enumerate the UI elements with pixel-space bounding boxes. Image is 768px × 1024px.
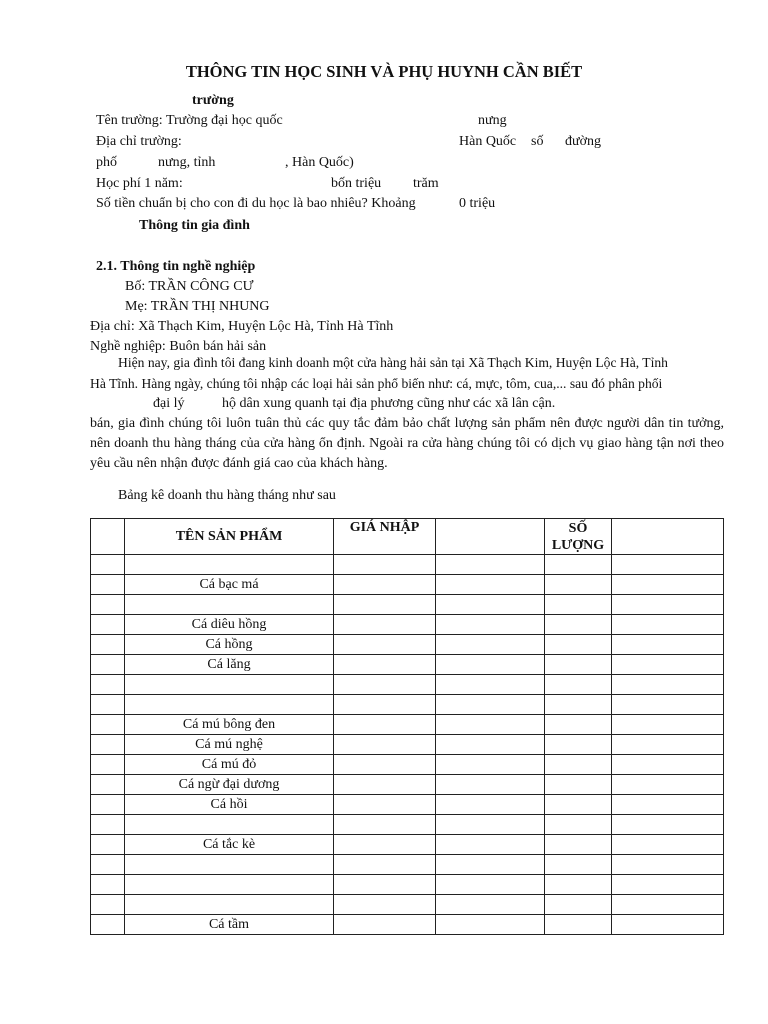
table-cell — [91, 575, 125, 595]
table-cell — [612, 555, 724, 575]
school-address-line2-b: nưng, tỉnh — [158, 155, 216, 170]
table-cell — [436, 755, 545, 775]
table-cell — [436, 735, 545, 755]
product-name-cell — [125, 675, 334, 695]
table-cell — [545, 715, 612, 735]
table-cell — [91, 635, 125, 655]
school-address-label: Địa chỉ trường: — [96, 134, 182, 149]
family-address: Địa chỉ: Xã Thạch Kim, Huyện Lộc Hà, Tỉnh Hà Tĩnh — [90, 319, 394, 334]
table-cell — [91, 695, 125, 715]
table-cell — [436, 915, 545, 935]
table-cell — [545, 635, 612, 655]
table-cell — [334, 555, 436, 575]
product-name-cell: Cá hồi — [125, 795, 334, 815]
tuition-value-1: bốn triệu — [331, 176, 382, 191]
paragraph2: bán, gia đình chúng tôi luôn tuân thủ các quy tắc đảm bảo chất lượng sản phẩm nên được người dân tin tưởng, nên doanh thu hàng tháng của cửa hàng ổn định. Ngoài ra cửa hàng chúng tôi có dịch vụ giao hàng tận nơi theo yêu cầu nên nhận được đánh giá cao của khách hàng. — [90, 416, 724, 471]
school-address-street: đường — [565, 134, 601, 149]
header-product-name: TÊN SẢN PHẨM — [125, 519, 334, 555]
table-row — [91, 835, 724, 855]
table-cell — [436, 835, 545, 855]
header-cell-blank-2 — [436, 519, 545, 555]
table-cell — [91, 915, 125, 935]
product-name-cell — [125, 595, 334, 615]
table-cell — [334, 715, 436, 735]
table-cell — [545, 835, 612, 855]
table-cell — [545, 735, 612, 755]
table-cell — [334, 655, 436, 675]
table-cell — [545, 875, 612, 895]
table-cell — [91, 795, 125, 815]
table-cell — [334, 675, 436, 695]
table-cell — [436, 895, 545, 915]
product-name-cell: Cá mú bông đen — [125, 715, 334, 735]
table-cell — [334, 735, 436, 755]
table-cell — [612, 715, 724, 735]
table-cell — [612, 895, 724, 915]
table-cell — [612, 815, 724, 835]
table-cell — [545, 855, 612, 875]
table-row — [91, 615, 724, 635]
table-row — [91, 575, 724, 595]
table-cell — [334, 795, 436, 815]
table-cell — [612, 595, 724, 615]
product-name-cell — [125, 815, 334, 835]
product-name-cell — [125, 855, 334, 875]
table-cell — [334, 815, 436, 835]
school-address-country: Hàn Quốc — [459, 134, 517, 149]
table-cell — [436, 595, 545, 615]
table-cell — [91, 835, 125, 855]
table-row — [91, 875, 724, 895]
product-name-cell: Cá mú nghệ — [125, 735, 334, 755]
table-cell — [612, 655, 724, 675]
paragraph1-line2: Hà Tĩnh. Hàng ngày, chúng tôi nhập các loại hải sản phổ biến như: cá, mực, tôm, cua,... sau đó phân phối — [90, 376, 663, 391]
product-name-cell — [125, 875, 334, 895]
table-row — [91, 735, 724, 755]
table-row — [91, 655, 724, 675]
table-cell — [436, 655, 545, 675]
mother-name: Mẹ: TRẦN THỊ NHUNG — [125, 299, 270, 314]
table-cell — [545, 815, 612, 835]
table-row — [91, 915, 724, 935]
header-cell-blank-3 — [612, 519, 724, 555]
product-name-cell — [125, 895, 334, 915]
table-cell — [545, 655, 612, 675]
table-cell — [334, 575, 436, 595]
table-cell — [612, 835, 724, 855]
paragraph1-line3-b: hộ dân xung quanh tại địa phương cũng như các xã lân cận. — [222, 396, 556, 411]
product-name-cell: Cá tắc kè — [125, 835, 334, 855]
table-cell — [436, 555, 545, 575]
table-cell — [91, 815, 125, 835]
table-cell — [91, 775, 125, 795]
table-cell — [612, 675, 724, 695]
table-cell — [91, 675, 125, 695]
table-cell — [334, 855, 436, 875]
table-cell — [545, 675, 612, 695]
table-cell — [545, 615, 612, 635]
tuition-label: Học phí 1 năm: — [96, 176, 183, 191]
table-cell — [436, 775, 545, 795]
product-name-cell: Cá lăng — [125, 655, 334, 675]
table-row — [91, 555, 724, 575]
table-cell — [612, 795, 724, 815]
paragraph1-line1: Hiện nay, gia đình tôi đang kinh doanh một cửa hàng hải sản tại Xã Thạch Kim, Huyện Lộc Hà, Tỉnh — [118, 355, 668, 370]
table-cell — [91, 875, 125, 895]
product-name-cell: Cá diêu hồng — [125, 615, 334, 635]
table-cell — [91, 615, 125, 635]
money-value: 0 triệu — [459, 196, 496, 211]
table-cell — [91, 735, 125, 755]
header-import-price: GIÁ NHẬP — [334, 519, 436, 555]
table-cell — [612, 755, 724, 775]
table-cell — [91, 655, 125, 675]
table-cell — [91, 755, 125, 775]
table-cell — [436, 695, 545, 715]
table-cell — [612, 735, 724, 755]
family-job: Nghề nghiệp: Buôn bán hải sản — [90, 339, 267, 354]
table-cell — [545, 695, 612, 715]
table-row — [91, 795, 724, 815]
table-row — [91, 775, 724, 795]
table-cell — [545, 775, 612, 795]
table-cell — [436, 795, 545, 815]
table-cell — [612, 575, 724, 595]
table-row — [91, 755, 724, 775]
product-name-cell: Cá tầm — [125, 915, 334, 935]
school-address-line2-c: , Hàn Quốc) — [285, 155, 354, 170]
table-cell — [91, 555, 125, 575]
table-row — [91, 695, 724, 715]
school-name-tail: nưng — [478, 113, 507, 128]
table-cell — [436, 635, 545, 655]
sales-table — [90, 518, 724, 935]
table-intro: Bảng kê doanh thu hàng tháng như sau — [118, 488, 336, 503]
table-row — [91, 895, 724, 915]
table-cell — [91, 595, 125, 615]
table-cell — [436, 575, 545, 595]
table-cell — [334, 835, 436, 855]
table-cell — [612, 855, 724, 875]
table-cell — [612, 615, 724, 635]
table-row — [91, 815, 724, 835]
school-address-line2-a: phố — [96, 155, 117, 170]
paragraph1-line3-a: đại lý — [153, 396, 185, 411]
tuition-value-2: trăm — [413, 176, 439, 191]
header-cell-blank-1 — [91, 519, 125, 555]
table-cell — [436, 875, 545, 895]
table-row — [91, 675, 724, 695]
document-title: THÔNG TIN HỌC SINH VÀ PHỤ HUYNH CẦN BIẾT — [185, 62, 583, 81]
table-cell — [91, 895, 125, 915]
product-name-cell: Cá mú đỏ — [125, 755, 334, 775]
header-quantity: SỐ LƯỢNG — [545, 519, 612, 555]
table-cell — [545, 575, 612, 595]
product-name-cell: Cá hồng — [125, 635, 334, 655]
table-row — [91, 635, 724, 655]
father-name: Bố: TRẦN CÔNG CƯ — [125, 279, 254, 294]
table-cell — [334, 915, 436, 935]
table-cell — [545, 555, 612, 575]
table-cell — [334, 615, 436, 635]
table-row — [91, 595, 724, 615]
table-cell — [612, 635, 724, 655]
product-name-cell — [125, 555, 334, 575]
table-cell — [334, 755, 436, 775]
table-cell — [436, 615, 545, 635]
table-cell — [436, 675, 545, 695]
money-question: Số tiền chuẩn bị cho con đi du học là bao nhiêu? Khoảng — [96, 196, 416, 211]
table-cell — [612, 875, 724, 895]
table-cell — [545, 795, 612, 815]
table-cell — [436, 815, 545, 835]
table-cell — [334, 635, 436, 655]
school-name-label: Tên trường: Trường đại học quốc — [96, 113, 283, 128]
product-name-cell: Cá bạc má — [125, 575, 334, 595]
occupation-section-heading: 2.1. Thông tin nghề nghiệp — [96, 259, 256, 274]
school-heading: trường — [192, 93, 234, 108]
table-cell — [545, 915, 612, 935]
table-cell — [334, 595, 436, 615]
table-row — [91, 715, 724, 735]
table-cell — [612, 695, 724, 715]
product-name-cell — [125, 695, 334, 715]
table-cell — [612, 915, 724, 935]
table-cell — [334, 695, 436, 715]
table-cell — [545, 595, 612, 615]
table-header-row — [91, 519, 724, 555]
table-cell — [91, 715, 125, 735]
table-cell — [436, 855, 545, 875]
table-cell — [334, 775, 436, 795]
table-row — [91, 855, 724, 875]
table-cell — [91, 855, 125, 875]
family-heading: Thông tin gia đình — [139, 218, 250, 233]
table-cell — [612, 775, 724, 795]
product-name-cell: Cá ngừ đại dương — [125, 775, 334, 795]
table-cell — [334, 875, 436, 895]
table-cell — [436, 715, 545, 735]
table-cell — [545, 895, 612, 915]
school-address-number: số — [531, 134, 544, 149]
table-cell — [545, 755, 612, 775]
table-cell — [334, 895, 436, 915]
